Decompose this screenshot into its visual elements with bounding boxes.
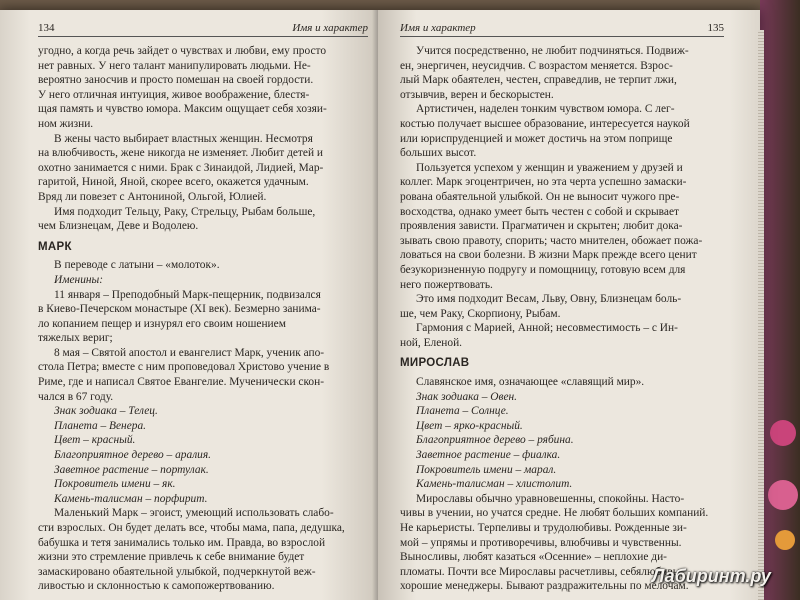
text-line: ной, Еленой. bbox=[400, 336, 463, 349]
text-line: ло копанием пещер и изнурял его своим ношением bbox=[38, 317, 286, 330]
text-line: угодно, а когда речь зайдет о чувствах и любви, ему просто bbox=[38, 45, 327, 57]
text-line: Пользуется успехом у женщин и уважением у друзей и bbox=[416, 161, 683, 174]
flower-pattern bbox=[775, 530, 795, 550]
text-line: Планета – Солнце. bbox=[416, 405, 509, 418]
open-book bbox=[0, 10, 760, 600]
text-line: вероятно заносчив и просто помешан на своей гордости. bbox=[38, 74, 314, 87]
text-line: стола Петра; вместе с ним проповедовал Христово учение в bbox=[38, 361, 330, 374]
text-line: чался в 67 году. bbox=[38, 390, 114, 403]
text-line: восходства, однако умеет быть честен с собой и скрывает bbox=[400, 205, 679, 218]
text-line: безукоризненную подругу и помощницу, готовую всем для bbox=[400, 263, 686, 276]
left-running-head bbox=[38, 18, 368, 37]
text-line: Гармония с Марией, Анной; несовместимость – с Ин- bbox=[416, 322, 678, 335]
text-line: лый Марк обаятелен, честен, справедлив, не терпит лжи, bbox=[400, 74, 677, 87]
text-line: Заветное растение – портулак. bbox=[54, 463, 209, 476]
text-line: нет равных. У него талант манипулировать людьми. Не- bbox=[38, 59, 311, 72]
text-line: Мирославы обычно уравновешенны, спокойны. Насто- bbox=[416, 492, 685, 505]
text-line: Заветное растение – фиалка. bbox=[416, 449, 561, 462]
text-line: коллег. Марк эгоцентричен, но эта черта успешно замаски- bbox=[400, 176, 687, 189]
text-line: Артистичен, наделен тонким чувством юмора. С лег- bbox=[416, 103, 675, 116]
text-line: Не карьеристы. Терпеливы и трудолюбивы. Рожденные зи- bbox=[400, 522, 687, 534]
text-line: ливостью и склонностью к самопожертвованию. bbox=[38, 580, 275, 593]
text-line: чивы в учении, но учатся средне. Не любят больших компаний. bbox=[400, 507, 709, 520]
text-line: Знак зодиака – Овен. bbox=[416, 390, 518, 403]
background-tablecloth bbox=[760, 0, 800, 600]
text-line: тяжелых вериг; bbox=[38, 332, 113, 345]
text-line: Имя подходит Тельцу, Раку, Стрельцу, Рыбам больше, bbox=[54, 205, 316, 218]
text-line: на влюбчивость, жене никогда не изменяет. Любит детей и bbox=[38, 147, 324, 160]
text-line: Покровитель имени – марал. bbox=[416, 463, 557, 476]
right-running-title: Имя и характер bbox=[400, 22, 476, 35]
left-page-text bbox=[38, 44, 368, 594]
text-line: бабушка и тетя занимались только им. Правда, во взрослой bbox=[38, 536, 326, 549]
left-page-number: 134 bbox=[38, 22, 55, 35]
text-line: Благоприятное дерево – рябина. bbox=[416, 434, 574, 447]
left-page bbox=[0, 10, 378, 600]
text-line: отзывчив, верен и бескорыстен. bbox=[400, 88, 554, 101]
left-running-title: Имя и характер bbox=[292, 22, 368, 35]
text-line: сти взрослых. Он будет делать все, чтобы мама, папа, дедушка, bbox=[38, 522, 345, 534]
text-line: Риме, где и написал Святое Евангелие. Мученически скон- bbox=[38, 376, 324, 389]
text-line: Именины: bbox=[54, 273, 104, 286]
text-line: или юриспруденцией и может достичь на этом поприще bbox=[400, 132, 673, 145]
text-line: него пожертвовать. bbox=[400, 278, 493, 291]
text-line: 8 мая – Святой апостол и евангелист Марк, ученик апо- bbox=[54, 346, 325, 359]
text-line: Цвет – ярко-красный. bbox=[416, 419, 523, 432]
text-line: Вряд ли повезет с Антониной, Ольгой, Юлией. bbox=[38, 190, 267, 203]
text-line: Маленький Марк – эгоист, умеющий использовать слабо- bbox=[54, 507, 334, 520]
text-line: мой – упрямы и противоречивы, влюбчивы и чувственны. bbox=[400, 536, 682, 549]
text-line: Планета – Венера. bbox=[54, 419, 146, 432]
text-line: У него отличная интуиция, живое воображение, блестя- bbox=[38, 88, 310, 101]
right-page-number: 135 bbox=[707, 22, 724, 35]
text-line: проявления зависти. Прагматичен и скрытен; любит дока- bbox=[400, 220, 683, 233]
section-heading: МАРК bbox=[38, 240, 72, 253]
text-line: замаскировано обаятельной улыбкой, подчеркнутой веж- bbox=[38, 565, 316, 578]
flower-pattern bbox=[768, 480, 798, 510]
text-line: в Киево-Печерском монастыре (XI век). Безмерно занима- bbox=[38, 303, 321, 316]
text-line: хорошие менеджеры. Бывают раздражительны по мелочам. bbox=[400, 580, 689, 593]
text-line: щая память и чувство юмора. Максим ощущает себя хозяи- bbox=[38, 103, 327, 116]
text-line: Покровитель имени – як. bbox=[54, 478, 176, 491]
text-line: Камень-талисман – хлистолит. bbox=[416, 478, 573, 491]
text-line: Учится посредственно, не любит подчиняться. Подвиж- bbox=[416, 45, 689, 57]
text-line: Знак зодиака – Телец. bbox=[54, 405, 158, 418]
text-line: больших высот. bbox=[400, 147, 477, 160]
right-page bbox=[378, 10, 760, 600]
right-running-head bbox=[400, 18, 724, 37]
text-line: охотно занимается с ними. Брак с Зинаидой, Лидией, Мар- bbox=[38, 161, 324, 174]
section-heading: МИРОСЛАВ bbox=[400, 357, 470, 370]
text-line: рована обаятельной улыбкой. Он не выносит чужого пре- bbox=[400, 190, 680, 203]
text-line: В жены часто выбирает властных женщин. Несмотря bbox=[54, 132, 313, 145]
text-line: 11 января – Преподобный Марк-пещерник, подвизался bbox=[54, 288, 321, 301]
text-line: пломаты. Почти все Мирославы расчетливы, себялюбивы, bbox=[400, 565, 684, 578]
text-line: Выносливы, любят казаться «Осенние» – неплохие ди- bbox=[400, 551, 667, 564]
text-line: ловаться на свои болезни. В жизни Марк прежде всего ценит bbox=[400, 249, 697, 262]
text-line: ен, энергичен, неусидчив. С возрастом меняется. Взрос- bbox=[400, 59, 673, 72]
text-line: Благоприятное дерево – аралия. bbox=[54, 449, 211, 462]
flower-pattern bbox=[770, 420, 796, 446]
watermark: Лабиринт.ру bbox=[652, 566, 771, 586]
text-line: Это имя подходит Весам, Льву, Овну, Близнецам боль- bbox=[416, 293, 682, 306]
text-line: зывать свою правоту, спорить; часто мнителен, обожает пожа- bbox=[400, 234, 703, 247]
text-line: ном жизни. bbox=[38, 117, 94, 130]
page-edges bbox=[758, 30, 764, 600]
text-line: гаритой, Ниной, Яной, скорее всего, окажется удачным. bbox=[38, 176, 309, 189]
text-line: чем Близнецам, Деве и Водолею. bbox=[38, 220, 199, 233]
text-line: костью получает высшее образование, интересуется наукой bbox=[400, 117, 690, 130]
right-page-text bbox=[400, 44, 724, 594]
text-line: жизни это стремление привлечь к себе внимание будет bbox=[38, 551, 305, 564]
text-line: ше, чем Раку, Скорпиону, Рыбам. bbox=[400, 307, 561, 320]
text-line: Славянское имя, означающее «славящий мир». bbox=[416, 376, 645, 389]
text-line: Цвет – красный. bbox=[54, 434, 136, 447]
text-line: Камень-талисман – порфирит. bbox=[54, 492, 208, 505]
text-line: В переводе с латыни – «молоток». bbox=[54, 259, 220, 272]
